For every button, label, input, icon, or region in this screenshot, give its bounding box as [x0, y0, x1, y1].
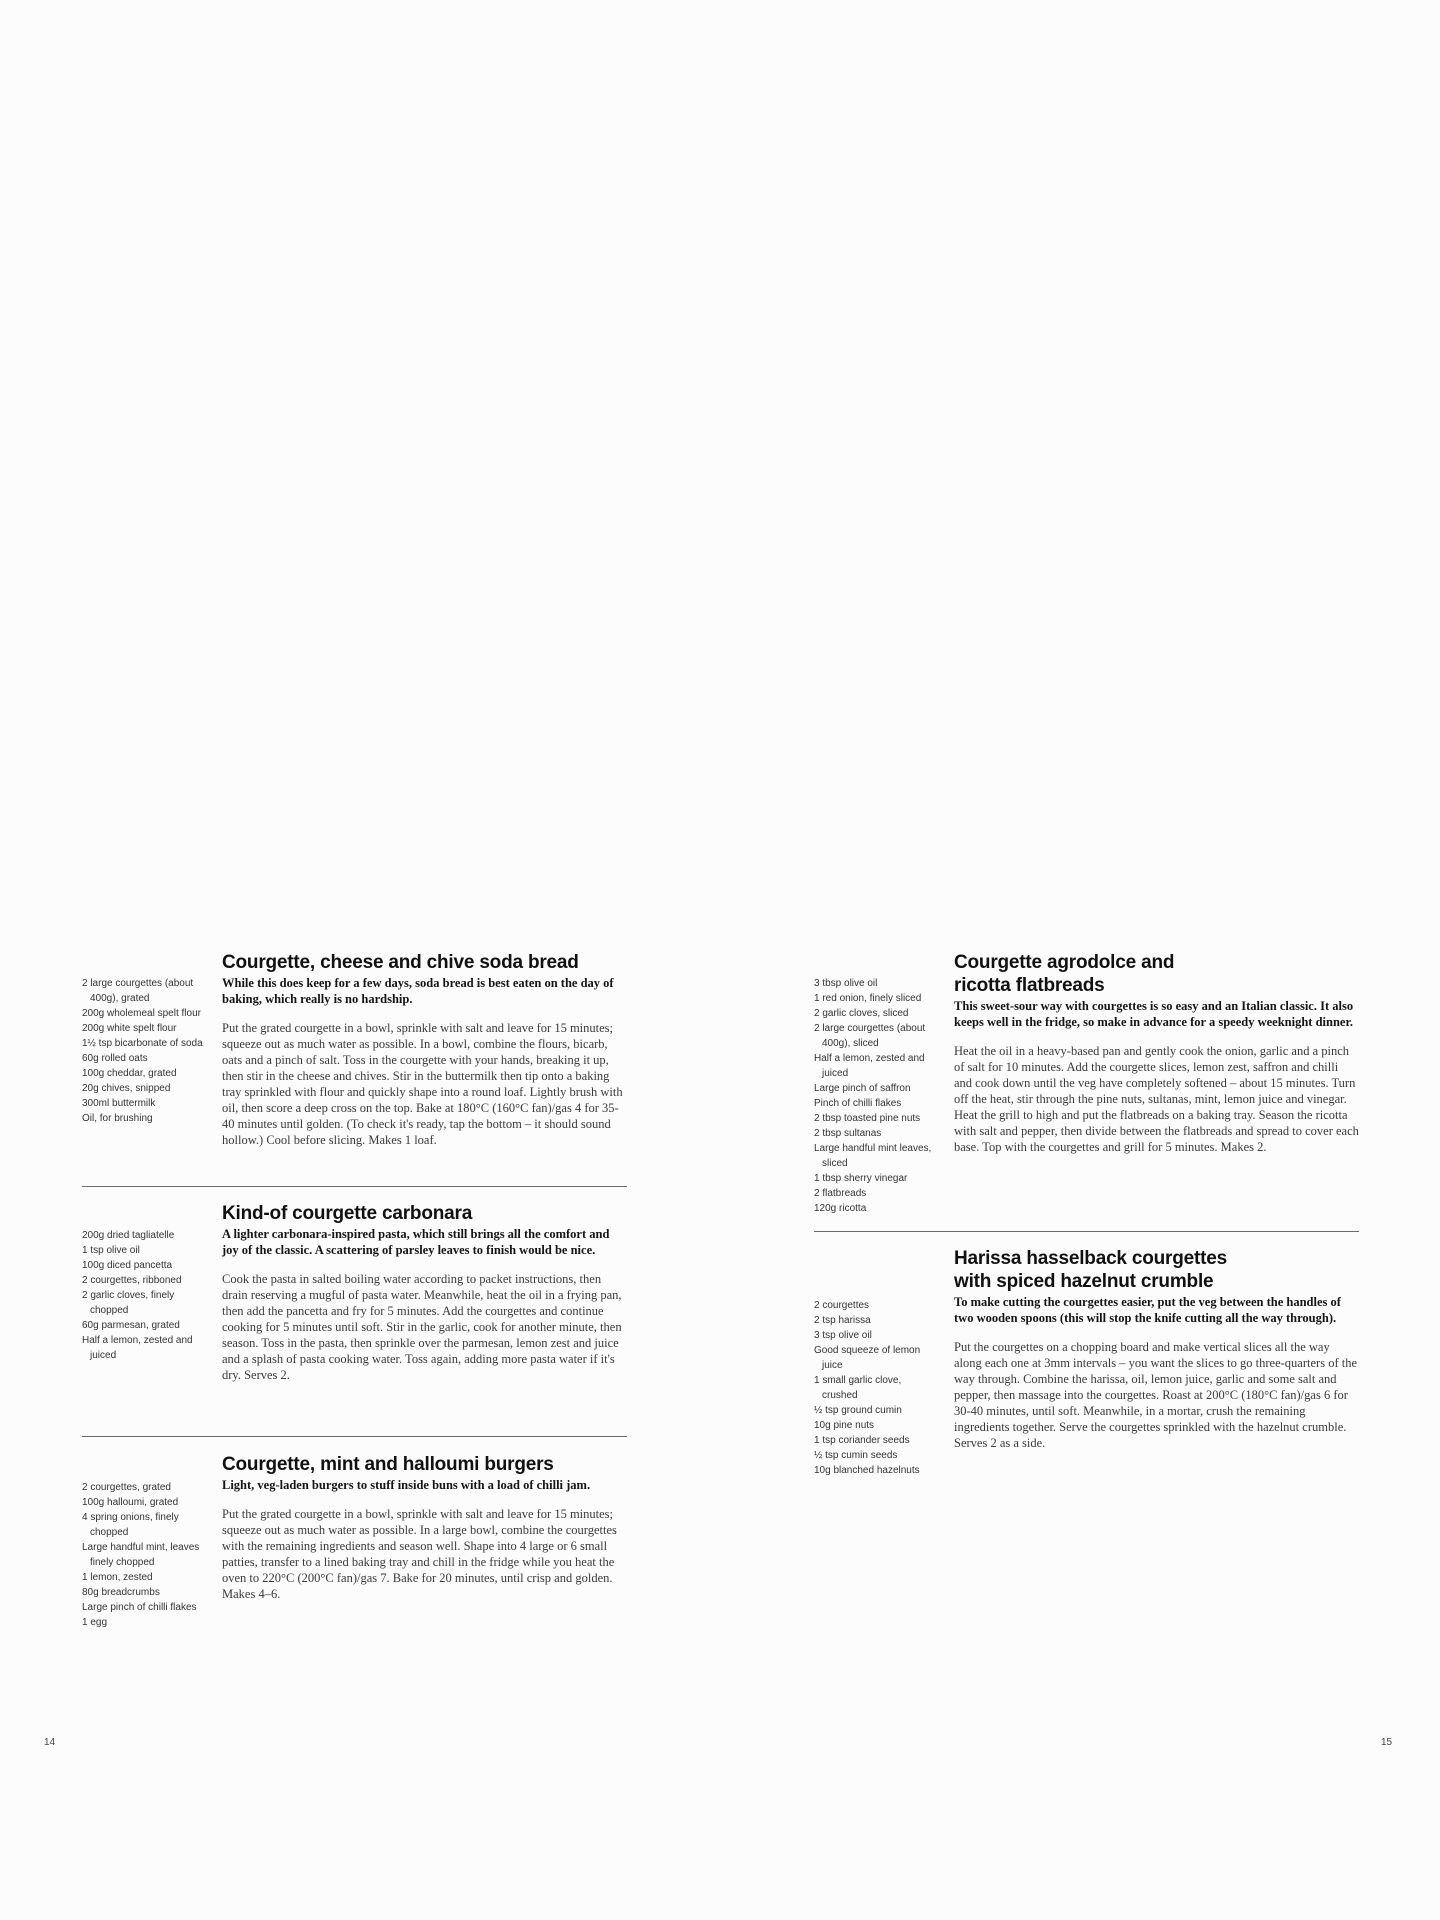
- ingredient-item: 1 lemon, zested: [82, 1572, 153, 1583]
- recipe-method: Put the grated courgette in a bowl, sprinkle with salt and leave for 15 minutes; squeeze out as much water as possible. In a bowl, combine the flours, bicarb, oats and a pinch of salt. Toss in the courgette with your hands, breaking it up, then stir in the cheese and chives. Stir in the buttermilk then tip onto a baking tray sprinkled with flour and quickly shape into a round loaf. Lightly brush with oil, then score a deep cross on the top. Bake at 180°C (160°C fan)/gas 4 for 35-40 minutes until golden. (To check it's ready, tap the bottom – it should sound hollow.) Cool before slicing. Makes 1 loaf.: [222, 1021, 623, 1147]
- ingredient-item: 10g blanched hazelnuts: [814, 1465, 920, 1476]
- recipe-intro: A lighter carbonara-inspired pasta, which still brings all the comfort and joy of the classic. A scattering of parsley leaves to finish would be nice.: [222, 1227, 610, 1257]
- recipe-method: Cook the pasta in salted boiling water according to packet instructions, then drain reserving a mugful of pasta water. Meanwhile, heat the oil in a frying pan, then add the pancetta and fry for 5 minutes. Add the courgettes and continue cooking for 5 minutes until soft. Stir in the garlic, cook for another minute, then season. Toss in the pasta, then sprinkle over the parmesan, lemon zest and juice and a splash of pasta cooking water. Toss again, adding more pasta water if it's dry. Serves 2.: [222, 1272, 622, 1382]
- recipe-title: Harissa hasselback courgettes with spiced hazelnut crumble: [954, 1248, 1228, 1292]
- ingredient-item: 60g rolled oats: [82, 1053, 148, 1064]
- ingredient-item: 2 garlic cloves, sliced: [814, 1008, 909, 1019]
- recipe-intro: To make cutting the courgettes easier, put the veg between the handles of two wooden spoons (this will stop the knife cutting all the way through).: [954, 1295, 1341, 1325]
- ingredient-item: Large handful mint, leaves finely chopped: [82, 1542, 200, 1568]
- recipe-burgers: [222, 1453, 627, 1602]
- ingredient-item: 100g halloumi, grated: [82, 1497, 179, 1508]
- ingredient-item: 2 tbsp toasted pine nuts: [814, 1113, 921, 1124]
- ingredient-item: 60g parmesan, grated: [82, 1320, 180, 1331]
- ingredient-item: 4 spring onions, finely chopped: [82, 1512, 179, 1538]
- recipe-agrodolce: [954, 951, 1359, 1155]
- ingredient-item: 2 tbsp sultanas: [814, 1128, 882, 1139]
- ingredient-item: 2 courgettes: [814, 1300, 870, 1311]
- ingredient-item: Good squeeze of lemon juice: [814, 1345, 921, 1371]
- ingredient-item: 1 egg: [82, 1617, 108, 1628]
- page-number-left: 14: [44, 1737, 56, 1748]
- recipe-method: Heat the oil in a heavy-based pan and gently cook the onion, garlic and a pinch of salt for 10 minutes. Add the courgette slices, lemon zest, saffron and chilli and cook down until the veg have completely softened – about 15 minutes. Turn off the heat, stir through the pine nuts, sultanas, mint, lemon juice and vinegar. Heat the grill to high and put the flatbreads on a baking tray. Season the ricotta with salt and pepper, then divide between the flatbreads and spread to cover each base. Top with the courgettes and grill for 5 minutes. Makes 2.: [954, 1044, 1359, 1154]
- ingredient-item: 100g cheddar, grated: [82, 1068, 177, 1079]
- divider: [82, 1436, 627, 1437]
- ingredient-item: Large handful mint leaves, sliced: [814, 1143, 932, 1169]
- ingredients-list: [82, 976, 204, 1126]
- ingredient-item: 100g diced pancetta: [82, 1260, 173, 1271]
- ingredient-item: 1 red onion, finely sliced: [814, 993, 922, 1004]
- recipe-title: Courgette agrodolce and ricotta flatbreads: [954, 952, 1175, 996]
- ingredient-item: 2 courgettes, grated: [82, 1482, 171, 1493]
- recipe-intro: This sweet-sour way with courgettes is so easy and an Italian classic. It also keeps well in the fridge, so make in advance for a speedy weeknight dinner.: [954, 999, 1354, 1029]
- ingredient-item: 200g wholemeal spelt flour: [82, 1008, 201, 1019]
- ingredient-item: 300ml buttermilk: [82, 1098, 156, 1109]
- ingredient-item: Half a lemon, zested and juiced: [814, 1053, 925, 1079]
- ingredient-item: Large pinch of saffron: [814, 1083, 911, 1094]
- ingredient-item: 2 garlic cloves, finely chopped: [82, 1290, 175, 1316]
- recipe-soda-bread: [222, 951, 627, 1148]
- ingredient-item: 1 small garlic clove, crushed: [814, 1375, 902, 1401]
- ingredient-item: 2 tsp harissa: [814, 1315, 871, 1326]
- ingredient-item: 2 courgettes, ribboned: [82, 1275, 182, 1286]
- ingredient-item: Half a lemon, zested and juiced: [82, 1335, 193, 1361]
- recipe-intro: While this does keep for a few days, soda bread is best eaten on the day of baking, which really is no hardship.: [222, 976, 614, 1006]
- ingredient-item: 2 large courgettes (about 400g), grated: [82, 978, 194, 1004]
- ingredient-item: Large pinch of chilli flakes: [82, 1602, 197, 1613]
- ingredient-item: ½ tsp ground cumin: [814, 1405, 902, 1416]
- ingredient-item: 1 tsp olive oil: [82, 1245, 140, 1256]
- ingredient-item: 3 tsp olive oil: [814, 1330, 872, 1341]
- ingredient-item: 20g chives, snipped: [82, 1083, 171, 1094]
- ingredient-item: Oil, for brushing: [82, 1113, 153, 1124]
- recipe-method: Put the courgettes on a chopping board and make vertical slices all the way along each one at 3mm intervals – you want the slices to go three-quarters of the way through. Combine the harissa, oil, lemon juice, garlic and some salt and pepper, then massage into the courgettes. Roast at 200°C (180°C fan)/gas 6 for 30-40 minutes, until soft. Meanwhile, in a mortar, crush the remaining ingredients together. Serve the courgettes sprinkled with the hazelnut crumble. Serves 2 as a side.: [954, 1340, 1357, 1450]
- ingredient-item: 80g breadcrumbs: [82, 1587, 160, 1598]
- ingredient-item: 1 tbsp sherry vinegar: [814, 1173, 908, 1184]
- ingredients-list: [814, 976, 936, 1216]
- ingredient-item: 2 large courgettes (about 400g), sliced: [814, 1023, 926, 1049]
- ingredients-list: [82, 1480, 204, 1630]
- ingredient-item: ½ tsp cumin seeds: [814, 1450, 898, 1461]
- ingredient-item: Pinch of chilli flakes: [814, 1098, 902, 1109]
- ingredient-item: 200g dried tagliatelle: [82, 1230, 175, 1241]
- ingredient-item: 200g white spelt flour: [82, 1023, 177, 1034]
- recipe-hasselback: [954, 1247, 1359, 1451]
- recipe-title: Courgette, cheese and chive soda bread: [222, 952, 579, 973]
- ingredient-item: 10g pine nuts: [814, 1420, 875, 1431]
- ingredients-list: [814, 1298, 936, 1478]
- divider: [82, 1186, 627, 1187]
- recipe-method: Put the grated courgette in a bowl, sprinkle with salt and leave for 15 minutes; squeeze out as much water as possible. In a large bowl, combine the courgettes with the remaining ingredients and season well. Shape into 4 large or 6 small patties, transfer to a lined baking tray and chill in the fridge while you heat the oven to 220°C (200°C fan)/gas 7. Bake for 20 minutes, until crisp and golden. Makes 4–6.: [222, 1507, 617, 1601]
- ingredient-item: 120g ricotta: [814, 1203, 867, 1214]
- recipe-title: Courgette, mint and halloumi burgers: [222, 1454, 554, 1475]
- recipe-intro: Light, veg-laden burgers to stuff inside buns with a load of chilli jam.: [222, 1478, 591, 1492]
- ingredient-item: 1½ tsp bicarbonate of soda: [82, 1038, 203, 1049]
- ingredient-item: 1 tsp coriander seeds: [814, 1435, 910, 1446]
- ingredient-item: 3 tbsp olive oil: [814, 978, 878, 989]
- page-number-right: 15: [1381, 1737, 1393, 1748]
- recipe-carbonara: [222, 1202, 627, 1383]
- ingredient-item: 2 flatbreads: [814, 1188, 867, 1199]
- recipe-title: Kind-of courgette carbonara: [222, 1203, 473, 1224]
- divider: [814, 1231, 1359, 1232]
- ingredients-list: [82, 1228, 204, 1363]
